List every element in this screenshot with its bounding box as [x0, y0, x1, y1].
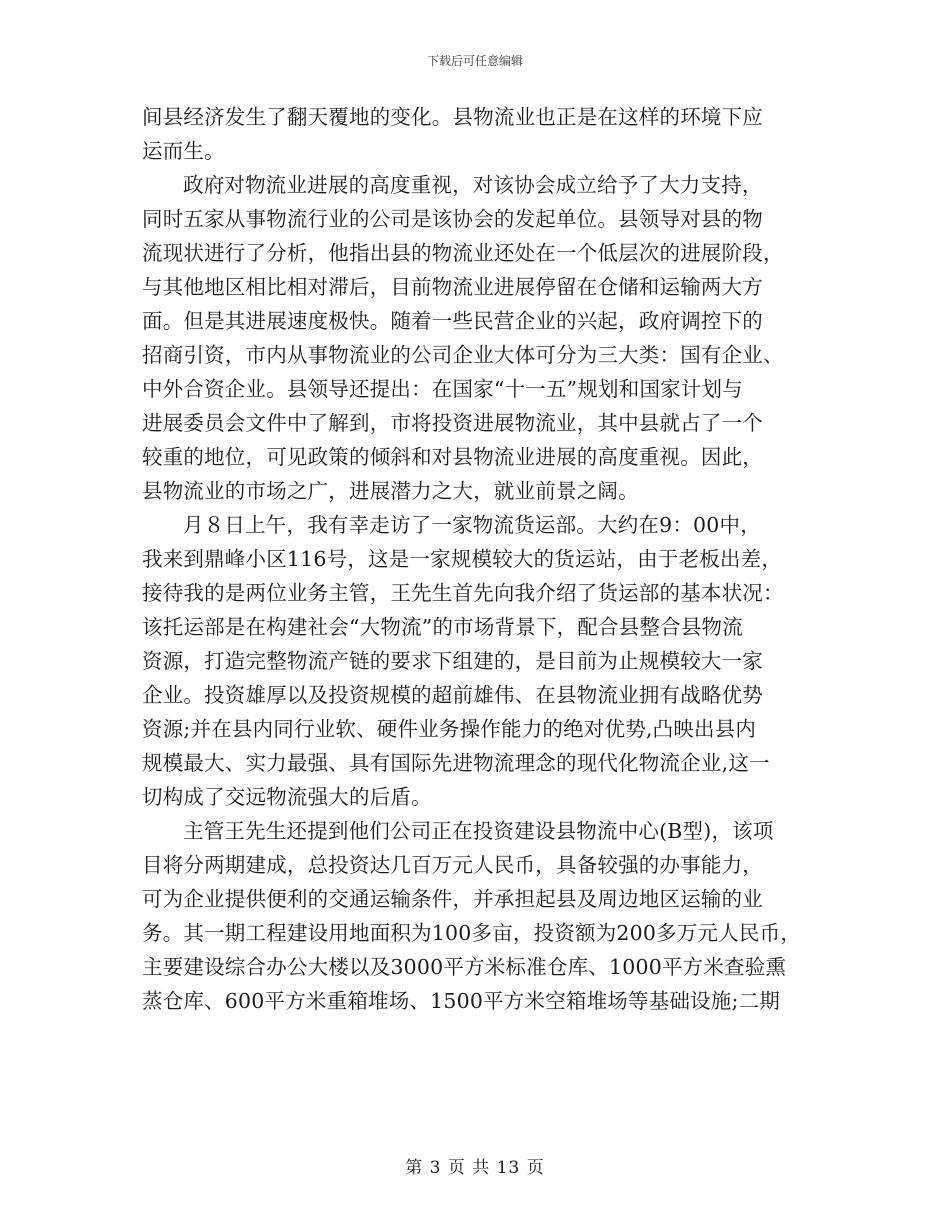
text-line: 运而生。	[142, 139, 225, 163]
text-line: 流现状进行了分析，他指出县的物流业还处在一个低层次的进展阶段，	[142, 241, 784, 265]
text-line: 政府对物流业进展的高度重视，对该协会成立给予了大力支持，	[183, 173, 763, 197]
text-line: 进展委员会文件中了解到，市将投资进展物流业，其中县就占了一个	[142, 411, 763, 435]
text-line: 可为企业提供便利的交通运输条件，并承担起县及周边地区运输的业	[142, 887, 763, 911]
text-line: 规模最大、实力最强、具有国际先进物流理念的现代化物流企业,这一	[142, 751, 770, 775]
text-line: 企业。投资雄厚以及投资规模的超前雄伟、在县物流业拥有战略优势	[142, 683, 763, 707]
text-line: 较重的地位，可见政策的倾斜和对县物流业进展的高度重视。因此，	[142, 445, 763, 469]
text-line: 目将分两期建成，总投资达几百万元人民币，具备较强的办事能力，	[142, 853, 763, 877]
text-line: 主管王先生还提到他们公司正在投资建设县物流中心(B型)，该项	[183, 819, 774, 843]
text-line: 间县经济发生了翻天覆地的变化。县物流业也正是在这样的环境下应	[142, 105, 763, 129]
text-line: 务。其一期工程建设用地面积为100多亩，投资额为200多万元人民币，	[142, 921, 802, 945]
page-header: 下载后可任意编辑	[426, 54, 523, 68]
text-line: 与其他地区相比相对滞后，目前物流业进展停留在仓储和运输两大方	[142, 275, 763, 299]
text-line: 县物流业的市场之广，进展潜力之大，就业前景之阔。	[142, 479, 639, 503]
document-body	[142, 100, 832, 1018]
text-line: 月８日上午，我有幸走访了一家物流货运部。大约在9：00中，	[183, 513, 761, 537]
page-footer: 第 3 页 共 13 页	[405, 1158, 545, 1178]
text-line: 面。但是其进展速度极快。随着一些民营企业的兴起，政府调控下的	[142, 309, 763, 333]
text-line: 同时五家从事物流行业的公司是该协会的发起单位。县领导对县的物	[142, 207, 763, 231]
text-line: 主要建设综合办公大楼以及3000平方米标准仓库、1000平方米查验熏	[142, 955, 787, 979]
text-line: 该托运部是在构建社会“大物流”的市场背景下，配合县整合县物流	[142, 615, 743, 639]
text-line: 蒸仓库、600平方米重箱堆场、1500平方米空箱堆场等基础设施;二期	[142, 989, 781, 1013]
text-line: 资源;并在县内同行业软、硬件业务操作能力的绝对优势,凸映出县内	[142, 717, 757, 741]
text-line: 资源，打造完整物流产链的要求下组建的，是目前为止规模较大一家	[142, 649, 763, 673]
text-line: 接待我的是两位业务主管，王先生首先向我介绍了货运部的基本状况：	[142, 581, 784, 605]
text-line: 我来到鼎峰小区116号，这是一家规模较大的货运站，由于老板出差，	[142, 547, 783, 571]
text-line: 中外合资企业。县领导还提出：在国家“十一五”规划和国家计划与	[142, 377, 743, 401]
text-line: 招商引资，市内从事物流业的公司企业大体可分为三大类：国有企业、	[142, 343, 784, 367]
text-line: 切构成了交远物流强大的后盾。	[142, 785, 432, 809]
